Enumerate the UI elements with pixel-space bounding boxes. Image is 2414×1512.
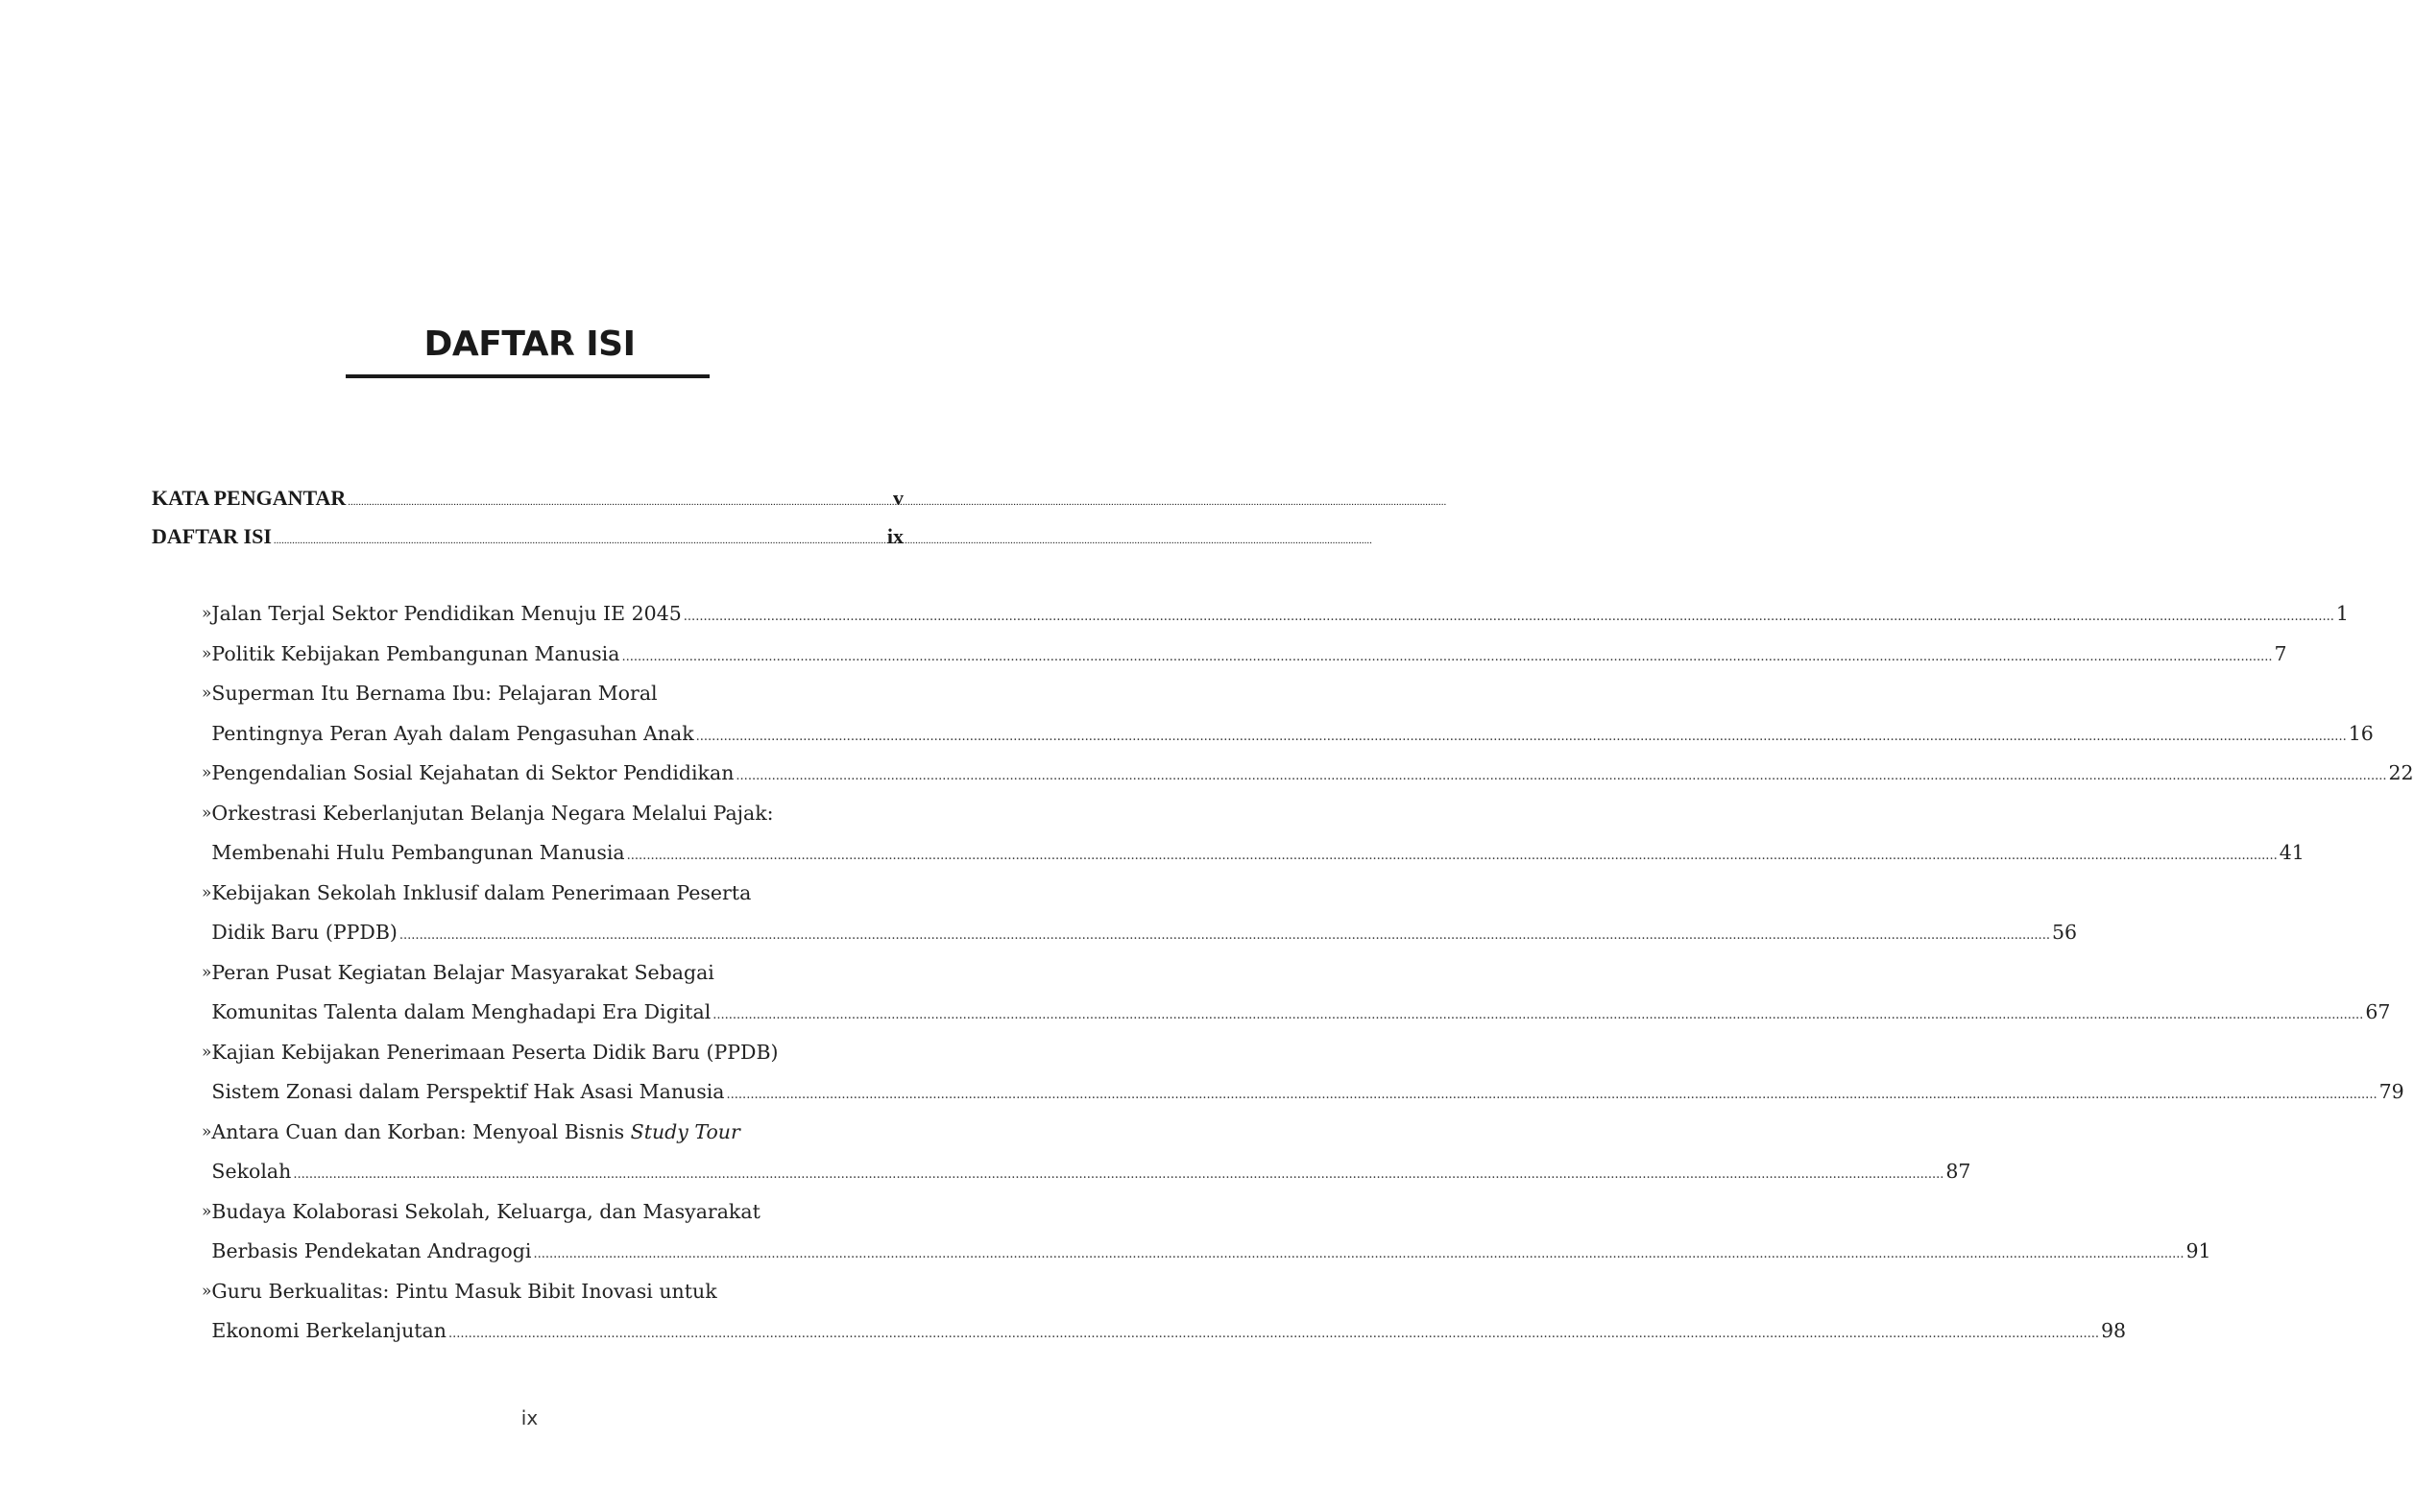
front-matter-label: KATA PENGANTAR [152, 486, 347, 510]
toc-entry-page: 41 [2279, 841, 2305, 864]
bullet-icon: » [202, 1201, 212, 1221]
dot-leader [448, 1311, 2099, 1355]
toc-entry-title: Pengendalian Sosial Kejahatan di Sektor Pendidikan [211, 761, 735, 784]
dot-leader [696, 714, 2347, 757]
toc-entry-line [211, 833, 2304, 874]
toc-entry-page: 67 [2365, 1000, 2391, 1023]
toc-list [200, 594, 2414, 1352]
toc-entry-text [211, 1113, 1970, 1192]
emphasis-text: Study Tour [630, 1119, 740, 1143]
toc-entry-line [211, 1152, 1970, 1192]
toc-entry-page: 56 [2051, 921, 2078, 944]
toc-entry-text [211, 674, 2373, 754]
dot-leader [533, 1232, 2184, 1275]
toc-entry[interactable] [200, 1113, 1971, 1192]
toc-entry[interactable] [200, 1033, 2404, 1113]
toc-entry-line [211, 1272, 2126, 1312]
toc-entry-text [211, 754, 2413, 794]
toc-entry-title: Antara Cuan dan Korban: Menyoal Bisnis Study Tour [211, 1119, 740, 1143]
toc-entry-page: 98 [2101, 1319, 2127, 1342]
dot-leader [621, 635, 2272, 678]
toc-entry-title: Berbasis Pendekatan Andragogi [211, 1239, 532, 1262]
front-matter-entry[interactable] [152, 517, 904, 556]
dot-leader [727, 1072, 2378, 1116]
toc-entry[interactable] [200, 953, 2391, 1033]
toc-entry-line [211, 953, 2390, 994]
toc-entry-line [211, 754, 2413, 794]
bullet-icon: » [202, 643, 212, 663]
toc-entry[interactable] [200, 635, 2287, 675]
toc-entry-title: Superman Itu Bernama Ibu: Pelajaran Moral [211, 682, 658, 705]
dot-leader [684, 594, 2334, 637]
toc-entry[interactable] [200, 674, 2374, 754]
toc-entry-line [211, 674, 2373, 714]
toc-entry-title: Kebijakan Sekolah Inklusif dalam Penerimaan Peserta [211, 880, 752, 904]
bullet-icon: » [202, 1042, 212, 1062]
toc-entry-text [211, 1033, 2403, 1113]
toc-entry-line [211, 874, 2077, 914]
toc-entry-title: Membenahi Hulu Pembangunan Manusia [211, 841, 625, 864]
title-underline [346, 374, 710, 378]
toc-entry-title: Peran Pusat Kegiatan Belajar Masyarakat Sebagai [211, 960, 714, 984]
toc-entry-title: Didik Baru (PPDB) [211, 921, 398, 944]
toc-entry-page: 7 [2274, 641, 2287, 665]
toc-entry[interactable] [200, 1192, 2211, 1272]
toc-entry-title: Komunitas Talenta dalam Menghadapi Era Digital [211, 1000, 712, 1023]
toc-entry-line [211, 1113, 1970, 1153]
toc-entry-page: 87 [1945, 1160, 1971, 1183]
toc-entry-page: 91 [2185, 1239, 2211, 1262]
toc-entry-title: Budaya Kolaborasi Sekolah, Keluarga, dan Masyarakat [211, 1199, 760, 1223]
dot-leader [399, 913, 2050, 956]
toc-entry-line [211, 1311, 2126, 1352]
bullet-icon: » [202, 1281, 212, 1301]
dot-leader [293, 1152, 1943, 1195]
toc-entry-line [211, 1192, 2210, 1233]
bullet-icon: » [202, 803, 212, 823]
toc-entry-page: 79 [2378, 1080, 2404, 1103]
front-matter-page: v [893, 486, 904, 510]
front-matter-list [152, 479, 904, 556]
toc-entry[interactable] [200, 754, 2414, 794]
bullet-icon: » [202, 1121, 212, 1141]
toc-entry-text [211, 874, 2077, 953]
toc-entry-title: Sekolah [211, 1160, 292, 1183]
toc-entry-line [211, 635, 2286, 675]
bullet-icon: » [202, 962, 212, 982]
toc-entry-text [211, 1272, 2126, 1352]
toc-entry-line [211, 714, 2373, 755]
page-title: DAFTAR ISI [423, 324, 636, 364]
bullet-icon: » [202, 882, 212, 902]
toc-entry-text [211, 635, 2286, 675]
front-matter-entry[interactable] [152, 479, 904, 517]
toc-entry-title: Pentingnya Peran Ayah dalam Pengasuhan Anak [211, 721, 694, 745]
toc-entry-title: Guru Berkualitas: Pintu Masuk Bibit Inovasi untuk [211, 1279, 717, 1303]
toc-entry-title: Politik Kebijakan Pembangunan Manusia [211, 641, 620, 665]
toc-entry-text [211, 1192, 2210, 1272]
front-matter-label: DAFTAR ISI [152, 524, 272, 548]
toc-entry[interactable] [200, 594, 2349, 635]
dot-leader [348, 479, 891, 521]
toc-entry-page: 22 [2388, 761, 2414, 784]
dot-leader [274, 517, 885, 560]
toc-entry-title: Sistem Zonasi dalam Perspektif Hak Asasi Manusia [211, 1080, 725, 1103]
toc-entry-line [211, 594, 2348, 635]
bullet-icon: » [202, 763, 212, 782]
toc-entry-title: Ekonomi Berkelanjutan [211, 1319, 447, 1342]
toc-entry-text [211, 594, 2348, 635]
toc-entry-title: Jalan Terjal Sektor Pendidikan Menuju IE 2045 [211, 602, 682, 625]
toc-entry-line [211, 993, 2390, 1033]
toc-entry-line [211, 794, 2304, 834]
toc-entry[interactable] [200, 1272, 2127, 1352]
dot-leader [712, 993, 2363, 1036]
toc-entry-line [211, 1033, 2403, 1073]
dot-leader [736, 754, 2386, 797]
bullet-icon: » [202, 684, 212, 703]
toc-entry-title: Orkestrasi Keberlanjutan Belanja Negara Melalui Pajak: [211, 801, 774, 825]
bullet-icon: » [202, 604, 212, 623]
toc-entry-line [211, 1232, 2210, 1272]
page-number: ix [520, 1406, 539, 1429]
toc-entry-line [211, 913, 2077, 953]
toc-entry-page: 1 [2335, 602, 2349, 625]
toc-entry-text [211, 794, 2304, 874]
toc-entry[interactable] [200, 874, 2078, 953]
toc-entry-title: Kajian Kebijakan Penerimaan Peserta Didik Baru (PPDB) [211, 1040, 779, 1064]
toc-entry-text [211, 953, 2390, 1033]
toc-entry[interactable] [200, 794, 2305, 874]
dot-leader [627, 833, 2278, 876]
front-matter-page: ix [886, 524, 904, 548]
toc-entry-page: 16 [2348, 721, 2374, 745]
toc-entry-line [211, 1072, 2403, 1113]
